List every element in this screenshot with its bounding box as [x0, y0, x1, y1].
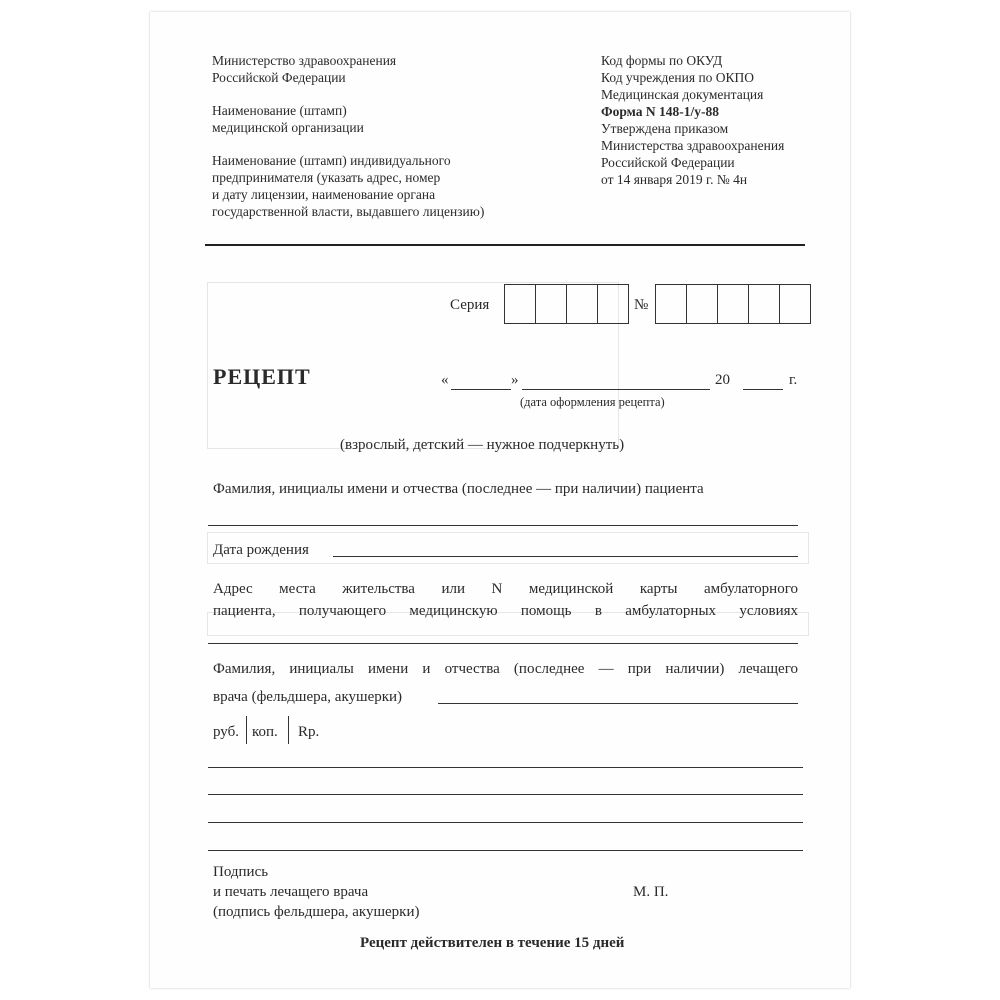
- org-stamp-line-1: Наименование (штамп): [212, 103, 347, 118]
- ip-line-1: Наименование (штамп) индивидуального: [212, 153, 451, 168]
- number-box[interactable]: [780, 285, 810, 323]
- prescription-line-1[interactable]: [208, 767, 803, 768]
- series-box[interactable]: [598, 285, 628, 323]
- series-boxes[interactable]: [504, 284, 629, 324]
- date-close-quote: »: [511, 372, 519, 388]
- number-box[interactable]: [749, 285, 780, 323]
- number-boxes[interactable]: [655, 284, 811, 324]
- birth-date-line[interactable]: [333, 556, 798, 557]
- number-box[interactable]: [687, 285, 718, 323]
- prescription-sheet: [150, 12, 850, 988]
- ip-line-3: и дату лицензии, наименование органа: [212, 187, 436, 202]
- org-stamp-line-2: медицинской организации: [212, 120, 364, 135]
- signature-line-3: (подпись фельдшера, акушерки): [213, 904, 420, 920]
- rub-divider: [246, 716, 247, 744]
- number-box[interactable]: [718, 285, 749, 323]
- okpo-label: Код учреждения по ОКПО: [601, 70, 755, 85]
- ministry-line-2: Российской Федерации: [212, 70, 346, 85]
- series-box[interactable]: [536, 285, 567, 323]
- patient-name-line[interactable]: [208, 525, 798, 526]
- doctor-name-line[interactable]: [438, 703, 798, 704]
- date-caption: (дата оформления рецепта): [520, 395, 665, 409]
- med-docs-label: Медицинская документация: [601, 87, 764, 102]
- year-line[interactable]: [743, 389, 783, 390]
- validity-note: Рецепт действителен в течение 15 дней: [360, 935, 625, 951]
- okud-label: Код формы по ОКУД: [601, 53, 723, 68]
- doctor-line-2: врача (фельдшера, акушерки): [213, 689, 403, 705]
- address-line[interactable]: [208, 643, 798, 644]
- patient-type: (взрослый, детский — нужное подчеркнуть): [340, 437, 625, 453]
- header-left: [212, 52, 542, 220]
- recipe-title: РЕЦЕПТ: [213, 364, 311, 389]
- series-box[interactable]: [567, 285, 598, 323]
- signature-line-1: Подпись: [213, 864, 269, 880]
- header-divider: [205, 244, 805, 246]
- approved-label: Утверждена приказом: [601, 121, 729, 136]
- birth-date-label: Дата рождения: [213, 542, 309, 558]
- signature-line-2: и печать лечащего врача: [213, 884, 369, 900]
- address-line-2: пациента, получающего медицинскую помощь в амбулаторных условиях: [213, 603, 798, 619]
- ip-line-4: государственной власти, выдавшего лицензию): [212, 204, 485, 219]
- number-label: №: [634, 297, 649, 313]
- year-prefix: 20: [715, 372, 730, 388]
- prescription-line-2[interactable]: [208, 794, 803, 795]
- kop-divider: [288, 716, 289, 744]
- doctor-line-1: Фамилия, инициалы имени и отчества (последнее — при наличии) лечащего: [213, 661, 798, 677]
- year-suffix: г.: [789, 372, 798, 388]
- rp-label: Rp.: [298, 724, 320, 740]
- address-line-1: Адрес места жительства или N медицинской карты амбулаторного: [213, 581, 798, 597]
- approved-ministry-2: Российской Федерации: [601, 155, 735, 170]
- signature-block: [213, 862, 419, 922]
- month-line[interactable]: [522, 389, 710, 390]
- series-box[interactable]: [505, 285, 536, 323]
- series-label: Серия: [450, 297, 490, 313]
- day-line[interactable]: [451, 389, 511, 390]
- prescription-line-4[interactable]: [208, 850, 803, 851]
- form-number: Форма N 148-1/у-88: [601, 104, 719, 119]
- date-open-quote: «: [441, 372, 449, 388]
- ip-line-2: предпринимателя (указать адрес, номер: [212, 170, 441, 185]
- patient-name-label: Фамилия, инициалы имени и отчества (последнее — при наличии) пациента: [213, 481, 704, 497]
- kop-label: коп.: [252, 724, 278, 740]
- rub-label: руб.: [213, 724, 239, 740]
- ministry-line-1: Министерство здравоохранения: [212, 53, 397, 68]
- header-right: [601, 52, 841, 188]
- number-box[interactable]: [656, 285, 687, 323]
- approved-ministry-1: Министерства здравоохранения: [601, 138, 785, 153]
- prescription-line-3[interactable]: [208, 822, 803, 823]
- approved-date: от 14 января 2019 г. № 4н: [601, 172, 748, 187]
- stamp-place-label: М. П.: [633, 884, 669, 900]
